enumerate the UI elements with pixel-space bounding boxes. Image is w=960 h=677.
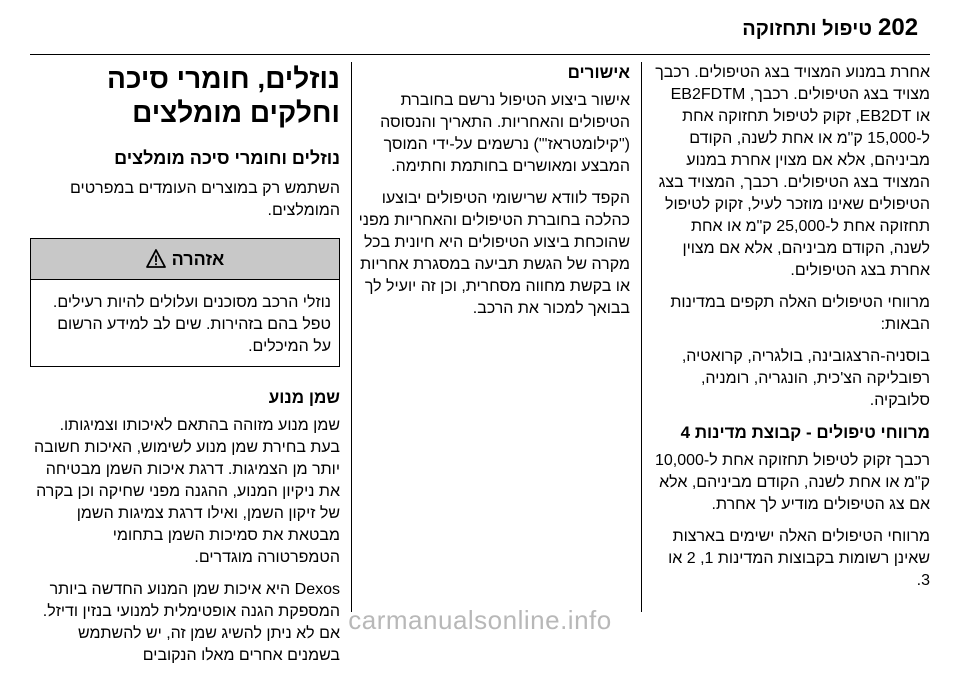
warning-text: נוזלי הרכב מסוכנים ועלולים להיות רעילים. טפל בהם בזהירות. שים לב למידע הרשום על המיכלים. <box>52 294 331 355</box>
watermark: carmanualsonline.info <box>348 605 612 635</box>
section-title: נוזלים, חומרי סיכה וחלקים מומלצים <box>107 63 340 128</box>
middle-paragraph: הקפד לוודא שרישומי הטיפולים יבוצעו כהלכה בחוברת הטיפולים והאחריות מפני שהוכחת ביצוע הטיפולים היא חיונית בכל מקרה של הגשת תביעה במסגרת אחריות או בקשת מחווה מסחרית, וכן זה יועיל לך בבואך למכור את הרכב. <box>358 190 630 317</box>
right-paragraph: מרווחי הטיפולים האלה ישימים בארצות שאינן רשומות בקבוצות המדינות 1, 2 או 3. <box>668 528 930 589</box>
page-number: 202 <box>878 14 919 41</box>
warning-box <box>30 238 340 367</box>
left-paragraph: שמן מנוע מזוהה בהתאם לאיכותו וצמיגותו. בעת בחירת שמן מנוע לשימוש, האיכות חשובה יותר מן הצמיגות. דרגת איכות השמן מבטיחה את ניקיון המנוע, ההגנה מפני שחיקה וכן בקרה של זיקון השמן, ואילו דרגת צמיגות השמן מבטאת את סמיכות השמן בתחומי הטמפרטורה מוגדרים. <box>33 417 340 566</box>
warning-title: אזהרה <box>171 248 225 269</box>
right-paragraph: רכבך זקוק לטיפול תחזוקה אחת ל-10,000 ק"מ או אחת לשנה, הקודם מביניהם, אלא אם צג הטיפולים מודיע לך אחרת. <box>654 452 930 513</box>
column-divider <box>351 62 352 612</box>
warning-triangle-icon <box>146 249 166 269</box>
warning-body <box>31 280 339 366</box>
warning-header <box>31 239 339 280</box>
column-divider <box>641 62 642 612</box>
running-title: טיפול ותחזוקה <box>742 18 872 40</box>
section-heading-group-4: מרווחי טיפולים - קבוצת מדינות 4 <box>680 423 930 442</box>
left-paragraph: Dexos היא איכות שמן המנוע החדשה ביותר המספקת הגנה אופטימלית למנועי בנזין ודיזל. אם לא ניתן להשיג שמן זה, יש להשתמש בשמנים אחרים מאלו הנקובים <box>42 581 340 664</box>
right-column <box>652 62 930 602</box>
subsection-heading: נוזלים וחומרי סיכה מומלצים <box>114 148 340 168</box>
middle-paragraph: אישור ביצוע הטיפול נרשם בחוברת הטיפולים והאחריות. התאריך והנסוסה ("קילומטראז'") נרשמים על-ידי המוסך המבצע ומאושרים בחותמת וחתימה. <box>380 92 630 175</box>
engine-oil-heading: שמן מנוע <box>268 388 340 407</box>
right-paragraph: אחרת במנוע המצויד בצג הטיפולים. רכבך מצויד בצג הטיפולים. רכבך, EB2FDTM או EB2DT, זקוק לטיפול תחזוקה אחת ל-15,000 ק"מ או אחת לשנה, הקודם מביניהם, אלא אם מצוין אחרת במנוע המצויד בצג הטיפולים. רכבך, המצויד בצג הטיפולים שאינו מוזכר לעיל, זקוק לטיפול תחזוקה אחת ל-25,000 ק"מ או אחת לשנה, הקודם מביניהם, אלא אם מצוין אחרת בצג הטיפולים. <box>655 64 930 279</box>
right-paragraph: בוסניה-הרצגובינה, בולגריה, קרואטיה, רפובליקה הצ'כית, הונגריה, רומניה, סלובקיה. <box>681 348 930 409</box>
intro-paragraph: השתמש רק במוצרים העומדים במפרטים המומלצים. <box>70 180 340 219</box>
approvals-heading: אישורים <box>567 63 630 82</box>
right-paragraph: מרווחי הטיפולים האלה תקפים במדינות הבאות: <box>670 294 930 333</box>
middle-column <box>358 62 630 330</box>
left-column <box>30 62 340 677</box>
